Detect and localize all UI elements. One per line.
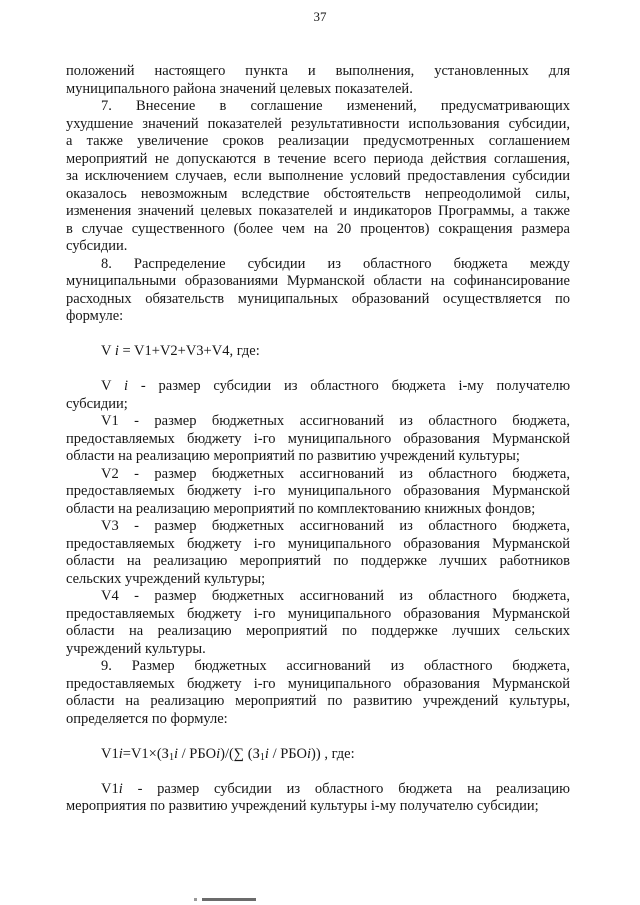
formula-index: i [174, 745, 179, 762]
text-line: области на реализацию мероприятий по развитию учреждений культуры; [66, 448, 520, 464]
text-line: субсидии. [66, 238, 128, 254]
formula-index: i [216, 745, 221, 762]
definition-symbol: V1 [101, 780, 119, 797]
formula-index: i [264, 745, 269, 762]
definition-v1 [66, 413, 570, 466]
blank-line [66, 326, 570, 344]
text-line: V4 - размер бюджетных ассигнований из областного бюджета, [101, 588, 570, 604]
text-line [66, 781, 570, 799]
text-line: изменения значений целевых показателей и индикаторов Программы, а также [66, 203, 570, 219]
formula-index: i [114, 343, 119, 359]
formula-subscript: 1 [259, 752, 265, 764]
definition-v1i [66, 781, 570, 816]
page-number: 37 [313, 9, 327, 24]
formula-part: )/(∑ (З [220, 745, 260, 762]
formula-part: / РБО [268, 745, 307, 762]
formula-symbol: V [101, 343, 112, 359]
definition-v3 [66, 518, 570, 588]
text-line [66, 378, 570, 396]
text-line: области на реализацию мероприятий по развитию учреждений культуры, [66, 693, 570, 709]
text-line: мероприятий не допускаются в течение всего периода действия соглашения, [66, 150, 570, 167]
text-line: расходных обязательств муниципальных образований осуществляется по [66, 290, 570, 307]
text-line: мероприятия по развитию учреждений культуры i-му получателю субсидии; [66, 798, 539, 814]
text-line: 9. Размер бюджетных ассигнований из областного бюджета, [101, 658, 570, 674]
formula-expression: = V1+V2+V3+V4, где: [122, 343, 260, 359]
blank-line [66, 728, 570, 746]
text-line: муниципального района значений целевых показателей. [66, 80, 413, 97]
text-line: оказалось невозможным вследствие обстоятельств непреодолимой силы, [66, 185, 570, 202]
text-line: области на реализацию мероприятий по поддержке лучших работников [66, 553, 570, 569]
formula-subscript: 1 [168, 752, 174, 764]
text-line: 7. Внесение в соглашение изменений, предусматривающих [101, 98, 570, 114]
text-line: предоставляемых бюджету i-го муниципального образования Мурманской [66, 605, 570, 622]
text-line: V1 - размер бюджетных ассигнований из областного бюджета, [101, 413, 570, 429]
text-line: а также увеличение сроков реализации предусмотренных соглашением [66, 133, 570, 149]
definition-symbol: V [101, 378, 112, 394]
text-line: в случае существенного (более чем на 20 процентов) сокращения размера [66, 220, 570, 237]
blank-line [66, 361, 570, 379]
paragraph-item-8 [66, 256, 570, 326]
text-line: положений настоящего пункта и выполнения, установленных для [66, 63, 570, 79]
definition-text: - размер субсидии из областного бюджета на реализацию [137, 780, 570, 797]
text-line: формуле: [66, 308, 124, 324]
definition-index: i [124, 378, 129, 394]
formula-index: i [118, 745, 123, 762]
scan-artifact [194, 898, 197, 901]
text-line: V3 - размер бюджетных ассигнований из областного бюджета, [101, 518, 570, 534]
text-line: определяется по формуле: [66, 710, 228, 727]
text-line: предоставляемых бюджету i-го муниципального образования Мурманской [66, 675, 570, 692]
paragraph-carryover [66, 63, 570, 98]
text-line: муниципальными образованиями Мурманской области на софинансирование [66, 273, 570, 289]
formula-part: V1 [101, 745, 119, 762]
text-line: предоставляемых бюджету i-го муниципального образования Мурманской [66, 535, 570, 552]
definition-v2 [66, 466, 570, 519]
formula-culture-development [66, 746, 570, 764]
text-line: V2 - размер бюджетных ассигнований из областного бюджета, [101, 465, 570, 482]
scan-artifact [202, 898, 256, 901]
text-line: области на реализацию мероприятий по поддержке лучших сельских [66, 623, 570, 639]
formula-total-subsidy [66, 343, 570, 361]
paragraph-item-9 [66, 658, 570, 728]
formula-part: / РБО [178, 745, 217, 762]
blank-line [66, 763, 570, 781]
text-line: субсидии; [66, 395, 128, 412]
text-line: сельских учреждений культуры; [66, 570, 266, 587]
definition-v4 [66, 588, 570, 658]
definition-index: i [118, 780, 123, 797]
formula-part: )) , где: [311, 745, 355, 762]
text-line: 8. Распределение субсидии из областного бюджета между [101, 255, 570, 272]
document-body [66, 63, 570, 816]
definition-vi [66, 378, 570, 413]
text-line: области на реализацию мероприятий по комплектованию книжных фондов; [66, 500, 536, 517]
definition-text: - размер субсидии из областного бюджета i-му получателю [140, 378, 571, 394]
text-line: предоставляемых бюджету i-го муниципального образования Мурманской [66, 430, 570, 447]
text-line: предоставляемых бюджету i-го муниципального образования Мурманской [66, 483, 570, 499]
formula-part: =V1×(З [122, 745, 169, 762]
formula-index: i [307, 745, 312, 762]
text-line: за исключением случаев, если выполнение условий предоставления субсидии [66, 168, 570, 184]
paragraph-item-7 [66, 98, 570, 256]
text-line: учреждений культуры. [66, 640, 206, 657]
text-line: ухудшение значений показателей результативности использования субсидии, [66, 115, 570, 132]
